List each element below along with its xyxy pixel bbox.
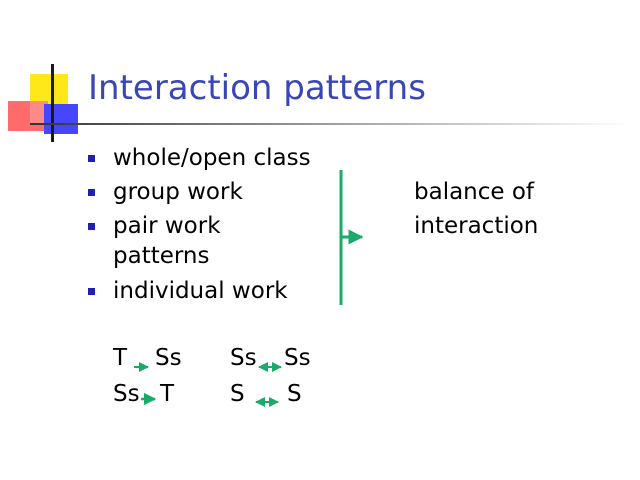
pattern-r1-right-a: Ss <box>230 345 257 371</box>
slide-title: Interaction patterns <box>88 68 426 108</box>
pattern-r2-right-a: S <box>230 381 245 407</box>
pattern-r2-left-b: T <box>160 381 175 407</box>
pattern-r2-right-b: S <box>287 381 302 407</box>
side-note-line-2: interaction <box>414 213 539 239</box>
bullet-text-pair-work-continuation: patterns <box>113 243 210 269</box>
pattern-r2-left-a: Ss <box>113 381 140 407</box>
pattern-r1-left-a: T <box>113 345 128 371</box>
pattern-r1-right-b: Ss <box>284 345 311 371</box>
bullet-text-individual-work: individual work <box>113 278 288 304</box>
bullet-text-whole-open-class: whole/open class <box>113 145 311 171</box>
bullet-text-group-work: group work <box>113 179 243 205</box>
bullet-text-pair-work: pair work <box>113 213 221 239</box>
pattern-r1-left-b: Ss <box>155 345 182 371</box>
side-note-line-1: balance of <box>414 179 535 205</box>
